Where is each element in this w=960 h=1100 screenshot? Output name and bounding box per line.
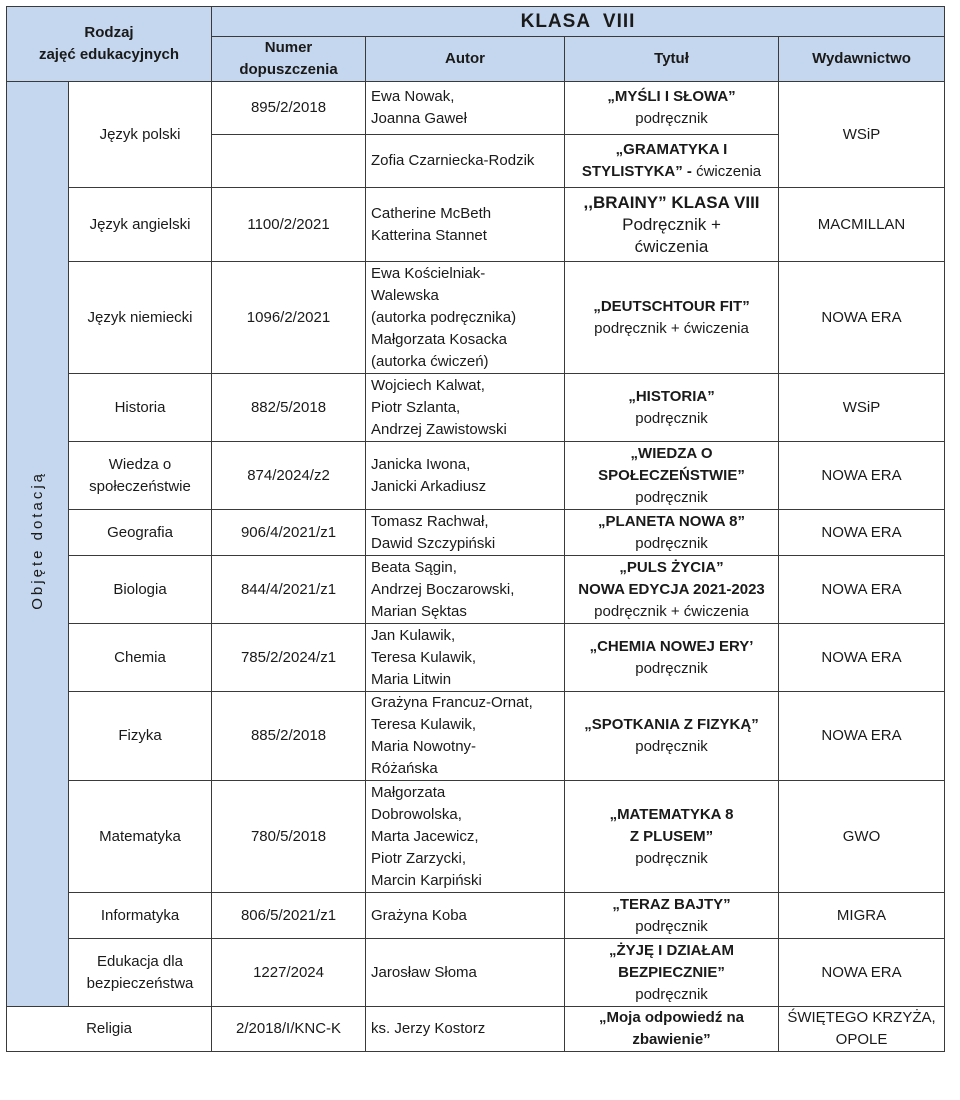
table-row bbox=[7, 188, 945, 262]
table-row bbox=[7, 374, 945, 442]
subject-cell: Religia bbox=[7, 1007, 212, 1052]
autor-cell: Wojciech Kalwat, Piotr Szlanta, Andrzej Zawistowski bbox=[366, 374, 565, 442]
subject-cell: Wiedza o społeczeństwie bbox=[69, 442, 212, 510]
header-wydawnictwo: Wydawnictwo bbox=[779, 37, 945, 82]
header-tytul: Tytuł bbox=[565, 37, 779, 82]
table-row bbox=[7, 556, 945, 624]
subject-cell: Język niemiecki bbox=[69, 262, 212, 374]
numer-cell: 1227/2024 bbox=[212, 939, 366, 1007]
table-row bbox=[7, 893, 945, 939]
autor-cell: Grażyna Francuz-Ornat, Teresa Kulawik, Maria Nowotny- Różańska bbox=[366, 692, 565, 781]
table-row bbox=[7, 82, 945, 135]
autor-cell: Jarosław Słoma bbox=[366, 939, 565, 1007]
tytul-cell: „SPOTKANIA Z FIZYKĄ” podręcznik bbox=[565, 692, 779, 781]
publisher-cell: NOWA ERA bbox=[779, 939, 945, 1007]
publisher-cell: ŚWIĘTEGO KRZYŻA, OPOLE bbox=[779, 1007, 945, 1052]
publisher-cell: WSiP bbox=[779, 374, 945, 442]
numer-cell: 785/2/2024/z1 bbox=[212, 624, 366, 692]
numer-cell: 844/4/2021/z1 bbox=[212, 556, 366, 624]
table-row bbox=[7, 624, 945, 692]
autor-cell: Catherine McBeth Katterina Stannet bbox=[366, 188, 565, 262]
subject-cell: Biologia bbox=[69, 556, 212, 624]
publisher-cell: MACMILLAN bbox=[779, 188, 945, 262]
numer-cell: 780/5/2018 bbox=[212, 781, 366, 893]
autor-cell: Janicka Iwona, Janicki Arkadiusz bbox=[366, 442, 565, 510]
publisher-cell: MIGRA bbox=[779, 893, 945, 939]
autor-cell: Małgorzata Dobrowolska, Marta Jacewicz, Piotr Zarzycki, Marcin Karpiński bbox=[366, 781, 565, 893]
subject-cell: Fizyka bbox=[69, 692, 212, 781]
subject-cell: Język polski bbox=[69, 82, 212, 188]
autor-cell: Tomasz Rachwał, Dawid Szczypiński bbox=[366, 510, 565, 556]
tytul-cell: „CHEMIA NOWEJ ERY’ podręcznik bbox=[565, 624, 779, 692]
table-row bbox=[7, 939, 945, 1007]
numer-cell: 895/2/2018 bbox=[212, 82, 366, 135]
tytul-cell: „DEUTSCHTOUR FIT” podręcznik + ćwiczenia bbox=[565, 262, 779, 374]
autor-cell: ks. Jerzy Kostorz bbox=[366, 1007, 565, 1052]
numer-cell: 1100/2/2021 bbox=[212, 188, 366, 262]
subject-cell: Informatyka bbox=[69, 893, 212, 939]
tytul-cell: „PLANETA NOWA 8” podręcznik bbox=[565, 510, 779, 556]
tytul-cell: „GRAMATYKA I STYLISTYKA” - ćwiczenia bbox=[565, 135, 779, 188]
tytul-cell: „MATEMATYKA 8 Z PLUSEM” podręcznik bbox=[565, 781, 779, 893]
tytul-cell: „ŻYJĘ I DZIAŁAM BEZPIECZNIE” podręcznik bbox=[565, 939, 779, 1007]
publisher-cell: GWO bbox=[779, 781, 945, 893]
numer-cell: 885/2/2018 bbox=[212, 692, 366, 781]
table-row bbox=[7, 1007, 945, 1052]
header-rodzaj: Rodzaj zajęć edukacyjnych bbox=[7, 7, 212, 82]
subject-cell: Język angielski bbox=[69, 188, 212, 262]
table-row bbox=[7, 510, 945, 556]
publisher-cell: NOWA ERA bbox=[779, 556, 945, 624]
publisher-cell: NOWA ERA bbox=[779, 692, 945, 781]
table-row bbox=[7, 781, 945, 893]
table-row bbox=[7, 692, 945, 781]
numer-cell: 2/2018/I/KNC-K bbox=[212, 1007, 366, 1052]
side-label: Objęte dotacją bbox=[7, 82, 69, 1007]
header-numer: Numer dopuszczenia bbox=[212, 37, 366, 82]
autor-cell: Beata Sągin, Andrzej Boczarowski, Marian Sęktas bbox=[366, 556, 565, 624]
header-klasa: KLASA VIII bbox=[212, 7, 945, 37]
tytul-cell: „PULS ŻYCIA” NOWA EDYCJA 2021-2023 podręcznik + ćwiczenia bbox=[565, 556, 779, 624]
textbook-table bbox=[6, 6, 945, 1052]
header-autor: Autor bbox=[366, 37, 565, 82]
publisher-cell: NOWA ERA bbox=[779, 442, 945, 510]
subject-cell: Historia bbox=[69, 374, 212, 442]
subject-cell: Edukacja dla bezpieczeństwa bbox=[69, 939, 212, 1007]
table-row bbox=[7, 262, 945, 374]
tytul-cell: „TERAZ BAJTY” podręcznik bbox=[565, 893, 779, 939]
subject-cell: Matematyka bbox=[69, 781, 212, 893]
autor-cell: Zofia Czarniecka-Rodzik bbox=[366, 135, 565, 188]
numer-cell: 906/4/2021/z1 bbox=[212, 510, 366, 556]
numer-cell: 1096/2/2021 bbox=[212, 262, 366, 374]
publisher-cell: NOWA ERA bbox=[779, 262, 945, 374]
table-row bbox=[7, 442, 945, 510]
autor-cell: Ewa Kościelniak- Walewska (autorka podręcznika) Małgorzata Kosacka (autorka ćwiczeń) bbox=[366, 262, 565, 374]
autor-cell: Grażyna Koba bbox=[366, 893, 565, 939]
tytul-cell: „MYŚLI I SŁOWA” podręcznik bbox=[565, 82, 779, 135]
publisher-cell: WSiP bbox=[779, 82, 945, 188]
autor-cell: Ewa Nowak, Joanna Gaweł bbox=[366, 82, 565, 135]
publisher-cell: NOWA ERA bbox=[779, 624, 945, 692]
numer-cell: 874/2024/z2 bbox=[212, 442, 366, 510]
tytul-cell: ,,BRAINY” KLASA VIII Podręcznik + ćwiczenia bbox=[565, 188, 779, 262]
numer-cell: 806/5/2021/z1 bbox=[212, 893, 366, 939]
tytul-cell: „HISTORIA” podręcznik bbox=[565, 374, 779, 442]
numer-cell bbox=[212, 135, 366, 188]
tytul-cell: „WIEDZA O SPOŁECZEŃSTWIE” podręcznik bbox=[565, 442, 779, 510]
publisher-cell: NOWA ERA bbox=[779, 510, 945, 556]
subject-cell: Geografia bbox=[69, 510, 212, 556]
tytul-cell: „Moja odpowiedź na zbawienie” bbox=[565, 1007, 779, 1052]
autor-cell: Jan Kulawik, Teresa Kulawik, Maria Litwin bbox=[366, 624, 565, 692]
numer-cell: 882/5/2018 bbox=[212, 374, 366, 442]
subject-cell: Chemia bbox=[69, 624, 212, 692]
